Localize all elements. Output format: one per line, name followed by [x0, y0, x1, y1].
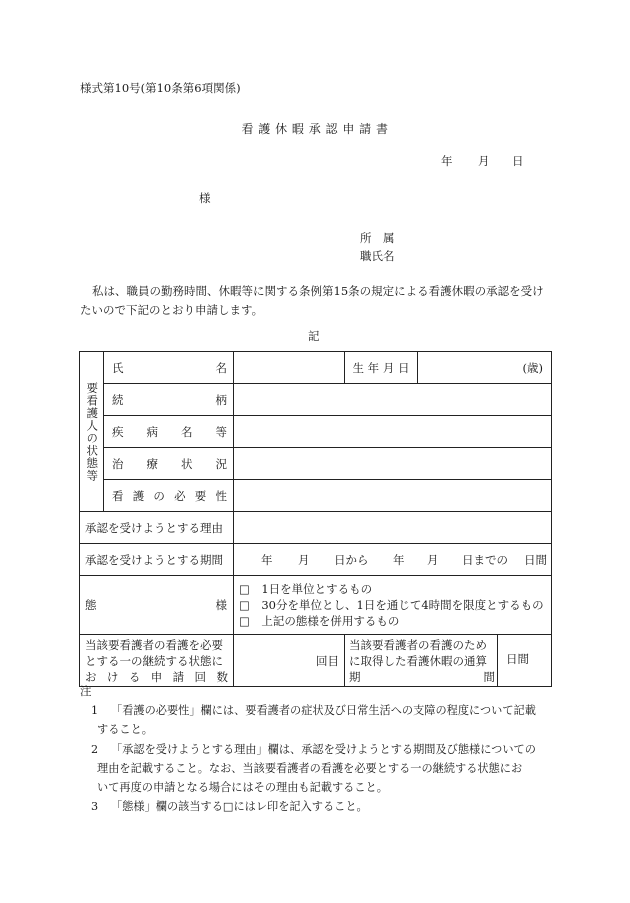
date-year-unit: 年 [441, 154, 453, 168]
mode-label-cell [80, 576, 234, 635]
name-value-cell[interactable] [234, 352, 345, 384]
illness-label-cell [104, 416, 234, 448]
necessity-label-cell [104, 480, 234, 512]
period-label: 承認を受けようとする期間 [85, 552, 223, 567]
row-reason [80, 512, 552, 544]
days-unit: 日間 [506, 652, 529, 666]
application-form-table [79, 351, 552, 687]
page-title: 看 護 休 暇 承 認 申 請 書 [241, 122, 389, 136]
count-label-line-1: 当該要看護者の看護を必要 [85, 637, 223, 652]
note-line-2: 理由を記載すること。なお、当該要看護者の看護を必要とする一の継続する状態にお [97, 762, 523, 775]
row-period [80, 544, 552, 576]
group-label-cell [80, 352, 104, 512]
note-item-3 [80, 797, 555, 816]
days-label-line-3: 期 間 [349, 669, 495, 684]
mode-options-cell [234, 576, 552, 635]
row-name [80, 352, 552, 384]
applicant-name-label: 職氏名 [360, 249, 395, 263]
necessity-label: 看 護 の 必 要 性 [112, 488, 227, 503]
period-start-year: 年 [261, 553, 273, 567]
count-label-line-2: とする一の継続する状態に [85, 653, 223, 668]
row-mode [80, 576, 552, 635]
treatment-label: 治 療 状 況 [112, 456, 227, 471]
date-month-unit: 月 [478, 154, 490, 168]
period-label-cell [80, 544, 234, 576]
ki-marker: 記 [308, 329, 320, 343]
reason-label: 承認を受けようとする理由 [85, 520, 223, 535]
mode-label: 態 様 [85, 598, 227, 612]
relation-label-cell [104, 384, 234, 416]
days-label-line-1: 当該要看護者の看護のため [349, 637, 487, 652]
row-illness [80, 416, 552, 448]
period-end-day: 日までの [462, 553, 508, 567]
notes-heading: 注 [80, 684, 92, 698]
note-number: 2 [91, 743, 99, 756]
name-label-cell [104, 352, 234, 384]
treatment-value-cell[interactable] [234, 448, 552, 480]
intro-text-line-1: 私は、職員の勤務時間、休暇等に関する条例第15条の規定による看護休暇の承認を受け [92, 284, 544, 298]
reason-label-cell [80, 512, 234, 544]
row-count [80, 635, 552, 687]
illness-label: 疾 病 名 等 [112, 424, 227, 439]
period-start-day: 日から [334, 553, 369, 567]
group-label: 要看護人の状態等 [85, 381, 100, 482]
count-label-cell [80, 635, 234, 687]
period-start-month: 月 [298, 553, 310, 567]
birth-date-value-cell[interactable] [418, 352, 552, 384]
period-end-year: 年 [393, 553, 405, 567]
days-cell [345, 635, 552, 687]
relation-label: 続 柄 [112, 392, 227, 407]
days-label-line-2: に取得した看護休暇の通算 [349, 653, 487, 668]
mode-option-full-day[interactable]: □ 1日を単位とするもの [239, 582, 373, 596]
addressee-suffix: 様 [199, 191, 211, 205]
date-day-unit: 日 [512, 154, 524, 168]
count-unit: 回目 [316, 653, 339, 668]
note-line-1: 「態様」欄の該当する□にはレ印を記入すること。 [111, 800, 368, 813]
age-unit: (歳) [522, 360, 543, 375]
days-divider [497, 635, 498, 686]
intro-text-line-2: たいので下記のとおり申請します。 [80, 303, 264, 317]
note-line-1: 「看護の必要性」欄には、要看護者の症状及び日常生活への支障の程度について記載 [111, 704, 536, 717]
period-days: 日間 [524, 553, 547, 567]
illness-value-cell[interactable] [234, 416, 552, 448]
treatment-label-cell [104, 448, 234, 480]
note-item-1 [80, 701, 555, 739]
form-number: 様式第10号(第10条第6項関係) [80, 81, 241, 95]
name-label: 氏 名 [112, 360, 227, 375]
mode-option-30min[interactable]: □ 30分を単位とし、1日を通じて4時間を限度とするもの [239, 598, 544, 612]
affiliation-label: 所 属 [360, 231, 395, 245]
reason-value-cell[interactable] [234, 512, 552, 544]
birth-date-label: 生 年 月 日 [352, 360, 410, 375]
row-necessity [80, 480, 552, 512]
note-number: 3 [91, 800, 99, 813]
row-relation [80, 384, 552, 416]
relation-value-cell[interactable] [234, 384, 552, 416]
count-value-cell[interactable] [234, 635, 345, 687]
necessity-value-cell[interactable] [234, 480, 552, 512]
count-label-line-3: お け る 申 請 回 数 [85, 669, 228, 684]
row-treatment [80, 448, 552, 480]
note-item-2 [80, 740, 555, 797]
note-number: 1 [91, 704, 99, 717]
period-value-cell[interactable] [234, 544, 552, 576]
note-line-2: すること。 [97, 723, 153, 736]
birth-date-label-cell [345, 352, 418, 384]
mode-option-combined[interactable]: □ 上記の態様を併用するもの [239, 614, 400, 628]
note-line-3: いて再度の申請となる場合にはその理由も記載すること。 [97, 781, 388, 794]
period-end-month: 月 [427, 553, 439, 567]
note-line-1: 「承認を受けようとする理由」欄は、承認を受けようとする期間及び態様についての [111, 743, 536, 756]
